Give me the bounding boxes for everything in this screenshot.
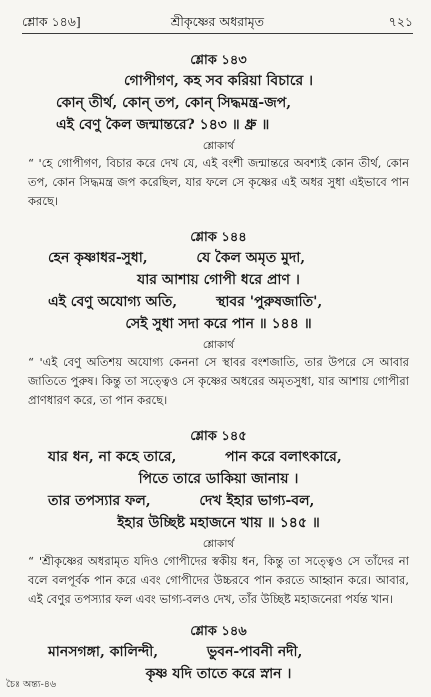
verse-line: কৃষ্ণ যদি তাতে করে স্নান । <box>145 666 292 682</box>
verse-line: সেই সুধা সদা করে পান ॥ ১৪৪ ॥ <box>125 316 312 332</box>
verse-line: যার আশায় গোপী ধরে প্রাণ । <box>137 272 300 288</box>
header-verse-ref: শ্লোক ১৪৬] <box>22 14 81 29</box>
translation-text: “ 'এই বেণু অতিশয় অযোগ্য কেননা সে স্থাবর বংশজাতি, তার উপরে সে আবার জাতিতে পুরুষ। কিন্তু তা সত্ত্বেও সে কৃষ্ণের অধরের অমৃতসুধা, যার আশায় গোপীরা প্রাণধারণ করে, তা পান করছে। <box>28 355 409 407</box>
translation-heading: শ্লোকার্থ <box>202 339 235 351</box>
verse-text <box>28 641 409 685</box>
verse-text <box>28 446 409 534</box>
verse-section-144 <box>28 229 409 410</box>
verse-line: পিতে তারে ডাকিয়া জানায় । <box>138 471 299 487</box>
verse-heading: শ্লোক ১৪৫ <box>190 429 247 444</box>
page-content <box>28 52 409 685</box>
verse-line: ইহার উচ্ছিষ্ট মহাজনে খায় ॥ ১৪৫ ॥ <box>117 515 320 531</box>
verse-heading: শ্লোক ১৪৪ <box>190 230 247 245</box>
verse-section-143 <box>28 52 409 211</box>
verse-line: এই বেণু অযোগ্য অতি, স্থাবর 'পুরুষজাতি', <box>48 294 323 310</box>
header-divider <box>22 33 413 34</box>
header-chapter-title: শ্রীকৃষ্ণের অধরামৃত <box>170 14 265 29</box>
running-header <box>22 10 413 32</box>
verse-line: হেন কৃষ্ণাধর-সুধা, যে কৈল অমৃত মুদা, <box>48 250 306 266</box>
verse-line: কোন্ তীর্থ, কোন্ তপ, কোন্ সিদ্ধমন্ত্র-জপ, <box>56 95 292 111</box>
verse-section-145 <box>28 428 409 609</box>
verse-line: যার ধন, না কহে তারে, পান করে বলাৎকারে, <box>48 449 342 465</box>
page-number: ৭২১ <box>388 14 413 29</box>
translation-text: “ 'শ্রীকৃষ্ণের অধরামৃত যদিও গোপীদের স্বকীয় ধন, কিন্তু তা সত্ত্বেও সে তাঁদের না বলে বলপূর্বক পান করে এবং গোপীদের উচ্চরবে পান করতে আহ্বান করে। আবার, এই বেণুর তপস্যার ফল এবং ভাগ্য-বলও দেখ, তাঁর উচ্ছিষ্ট মহাজনেরা পর্যন্ত খান। <box>28 554 409 606</box>
verse-line: এই বেণু কৈল জন্মান্তরে? ১৪৩ ॥ ধ্রু ॥ <box>56 117 270 133</box>
verse-section-146 <box>28 623 409 685</box>
verse-heading: শ্লোক ১৪৬ <box>190 624 247 639</box>
verse-text <box>28 70 409 136</box>
translation-heading: শ্লোকার্থ <box>202 140 235 152</box>
translation-text: “ 'হে গোপীগণ, বিচার করে দেখ যে, এই বংশী জন্মান্তরে অবশ্যই কোন তীর্থ, কোন তপ, কোন সিদ্ধমন্ত্র জপ করেছিল, যার ফলে সে কৃষ্ণের এই অধর সুধা এইভাবে পান করছে। <box>28 156 409 208</box>
verse-heading: শ্লোক ১৪৩ <box>190 53 247 68</box>
verse-line: গোপীগণ, কহ সব করিয়া বিচারে । <box>123 73 314 89</box>
verse-text <box>28 247 409 335</box>
verse-line: মানসগঙ্গা, কালিন্দী, ভুবন-পাবনী নদী, <box>48 644 303 660</box>
translation-heading: শ্লোকার্থ <box>202 538 235 550</box>
verse-line: তার তপস্যার ফল, দেখ ইহার ভাগ্য-বল, <box>48 493 315 509</box>
page-footer-signature: চৈঃ অন্ত্য-৪৬ <box>6 679 57 690</box>
